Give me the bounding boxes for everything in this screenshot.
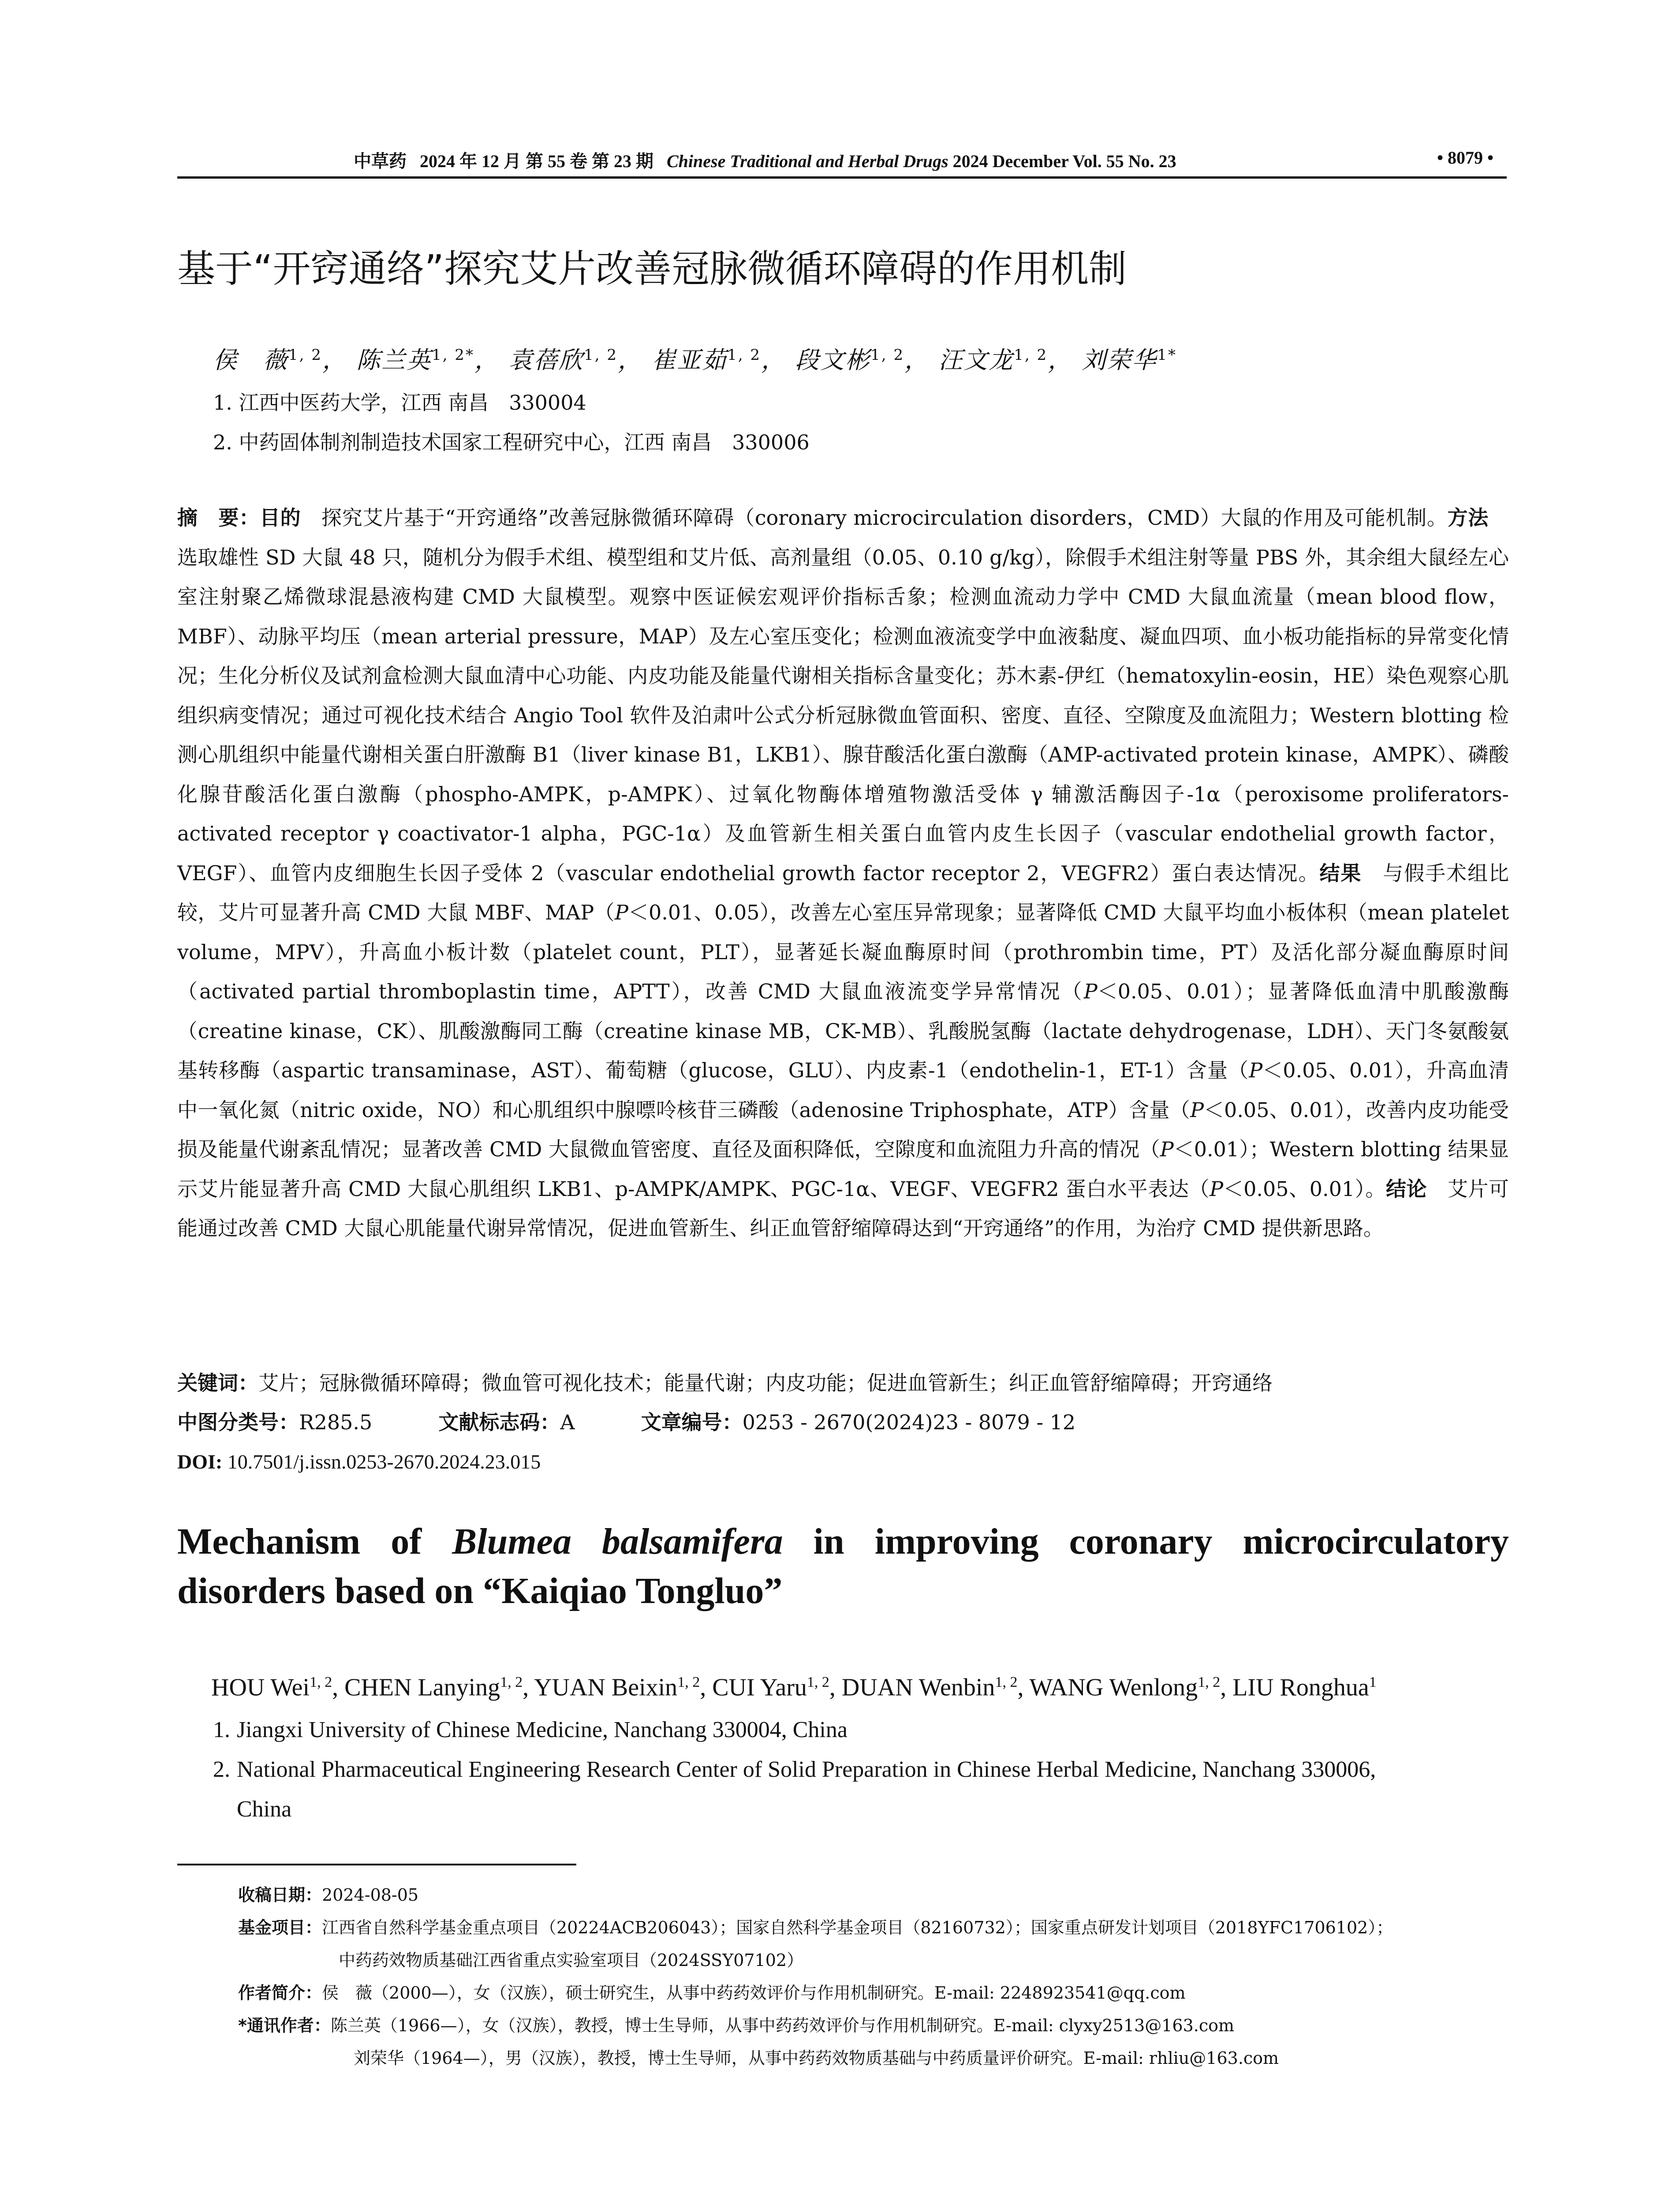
clc-value: R285.5: [299, 1410, 373, 1434]
author-en: CHEN Lanying: [344, 1674, 500, 1701]
p-symbol: P: [615, 901, 628, 924]
article-number-value: 0253 - 2670(2024)23 - 8079 - 12: [742, 1410, 1076, 1434]
conclusion-label: 结论: [1385, 1177, 1427, 1201]
affiliation-number: 1.: [213, 1717, 230, 1742]
author-sup: 1, 2: [1014, 346, 1048, 364]
results-text: ＜0.05、0.01）；显著降低血清中肌酸激酶（creatine kinase，CK）、肌酸激酶同工酶（creatine kinase MB，CK-MB）、乳酸脱氢酶（lactate dehydrogenase，LDH）、天门冬氨酸氨基转移酶（aspartic transaminase，AST）、葡萄糖（glucose，GLU）、内皮素-1（endothelin-1，ET-1）含量（: [177, 979, 1509, 1082]
title-en: [177, 1517, 1509, 1616]
author-sup: 1, 2: [500, 1674, 523, 1690]
results-text: ＜0.05、0.01）。: [1223, 1177, 1386, 1201]
methods-label: 方法: [1447, 506, 1489, 530]
author-cn: 段文彬: [795, 346, 871, 374]
author-sup: 1, 2: [310, 1674, 332, 1690]
author-sup: 1, 2*: [432, 346, 474, 364]
author-bio: [238, 1977, 1517, 2009]
methods-text: 选取雄性 SD 大鼠 48 只，随机分为假手术组、模型组和艾片低、高剂量组（0.05、0.10 g/kg），除假手术组注射等量 PBS 外，其余组大鼠经左心室注射聚乙烯微球混悬液构建 CMD 大鼠模型。观察中医证候宏观评价指标舌象；检测血流动力学中 CMD 大鼠血流量（mean blood flow，MBF）、动脉平均压（mean arterial pressure，MAP）及左心室压变化；检测血液流变学中血液黏度、凝血四项、血小板功能指标的异常变化情况；生化分析仪及试剂盒检测大鼠血清中心功能、内皮功能及能量代谢相关指标含量变化；苏木素-伊红（hematoxylin-eosin，HE）染色观察心肌组织病变情况；通过可视化技术结合 Angio Tool 软件及泊肃叶公式分析冠脉微血管面积、密度、直径、空隙度及血流阻力；Western blotting 检测心肌组织中能量代谢相关蛋白肝激酶 B1（liver kinase B1，LKB1）、腺苷酸活化蛋白激酶（AMP-activated protein kinase，AMPK）、磷酸化腺苷酸活化蛋白激酶（phospho-AMPK，p-AMPK）、过氧化物酶体增殖物激活受体 γ 辅激活酶因子-1α（peroxisome proliferators-activated receptor γ coactivator-1 alpha，PGC-1α）及血管新生相关蛋白血管内皮生长因子（vascular endothelial growth factor，VEGF）、血管内皮细胞生长因子受体 2（vascular endothelial growth factor receptor 2，VEGFR2）蛋白表达情况。: [177, 506, 1509, 885]
author-en: YUAN Beixin: [534, 1674, 678, 1701]
funding: [238, 1911, 1517, 1944]
funding-label: 基金项目：: [238, 1918, 322, 1937]
author-sup: 1, 2: [677, 1674, 700, 1690]
conclusion-text: 艾片可能通过改善 CMD 大鼠心肌能量代谢异常情况，促进血管新生、纠正血管舒缩障碍达到“开窍通络”的作用，为治疗 CMD 提供新思路。: [177, 1177, 1509, 1240]
doi: [177, 1442, 1509, 1481]
author-cn: 陈兰英: [356, 346, 432, 374]
title-en-part2: in improving coronary microcirculatory disorders based on “Kaiqiao Tongluo”: [177, 1521, 1509, 1611]
authors-en: HOU Wei$^{1, 2}$, CHEN Lanying$^{1, 2}$, YUAN Beixin$^{1, 2}$, CUI Yaru$^{1, 2}$, DUAN Wenbin$^{1, 2}$, WANG Wenlong$^{1, 2}$, LIU Ronghua$^1$: [211, 1674, 1377, 1701]
author-sup: 1: [1369, 1674, 1377, 1690]
abstract-body: [177, 498, 1509, 1248]
affiliation-en-2: [213, 1750, 1509, 1829]
author-sup: 1, 2: [870, 346, 905, 364]
journal-name-en: Chinese Traditional and Herbal Drugs: [667, 151, 948, 171]
p-symbol: P: [1210, 1177, 1224, 1201]
affiliation-cn-2: 2. 中药固体制剂制造技术国家工程研究中心，江西 南昌 330006: [213, 430, 810, 454]
affiliation-text: National Pharmaceutical Engineering Research Center of Solid Preparation in Chinese Herbal Medicine, Nanchang 330006,: [237, 1757, 1376, 1782]
affiliation-text: Jiangxi University of Chinese Medicine, Nanchang 330004, China: [237, 1717, 847, 1742]
authors-cn: 侯 薇$^{1, 2}$， 陈兰英$^{1, 2*}$， 袁蓓欣$^{1, 2}$， 崔亚茹$^{1, 2}$， 段文彬$^{1, 2}$， 汪文龙$^{1, 2}$， 刘荣华$^{1*}$: [213, 346, 1177, 374]
abstract: [177, 498, 1509, 1248]
classification: [177, 1403, 1509, 1442]
author-cn: 崔亚茹: [652, 346, 728, 374]
article-number-label: 文章编号：: [641, 1410, 743, 1434]
p-symbol: P: [1083, 979, 1098, 1003]
author-sup: 1, 2: [995, 1674, 1018, 1690]
author-en: HOU Wei: [211, 1674, 310, 1701]
author-en: CUI Yaru: [712, 1674, 807, 1701]
author-sup: 1, 2: [288, 346, 322, 364]
footnote-rule: [177, 1864, 576, 1865]
corresponding-text: 陈兰英（1966—），女（汉族），教授，博士生导师，从事中药药效评价与作用机制研究。E-mail: clyxy2513@163.com: [330, 2016, 1235, 2035]
received-label: 收稿日期：: [238, 1885, 322, 1905]
author-sup: 1, 2: [584, 346, 618, 364]
page-number: • 8079 •: [1437, 148, 1493, 168]
author-bio-text: 侯 薇（2000—），女（汉族），硕士研究生，从事中药药效评价与作用机制研究。E-mail: 2248923541@qq.com: [322, 1983, 1186, 2003]
journal-name-cn: 中草药: [354, 151, 407, 171]
results-text: ＜0.01）；Western blotting 结果显示艾片能显著升高 CMD 大鼠心肌组织 LKB1、p-AMPK/AMPK、PGC-1α、VEGF、VEGFR2 蛋白水平表达（: [177, 1137, 1509, 1201]
results-text: ＜0.01、0.05），改善左心室压异常现象；显著降低 CMD 大鼠平均血小板体积（mean platelet volume，MPV），升高血小板计数（platelet count，PLT），显著延长凝血酶原时间（prothrombin time，PT）及活化部分凝血酶原时间（activated partial thromboplastin time，APTT），改善 CMD 大鼠血液流变学异常情况（: [177, 901, 1509, 1003]
running-header: [177, 141, 1507, 179]
author-sup: 1, 2: [806, 1674, 829, 1690]
title-en-part1: Mechanism of: [177, 1521, 452, 1562]
footnotes: [238, 1879, 1517, 2074]
keywords-text: 艾片；冠脉微循环障碍；微血管可视化技术；能量代谢；内皮功能；促进血管新生；纠正血管舒缩障碍；开窍通络: [258, 1371, 1273, 1395]
title-cn: 基于“开窍通络”探究艾片改善冠脉微循环障碍的作用机制: [177, 247, 1127, 291]
author-en: DUAN Wenbin: [841, 1674, 995, 1701]
doi-value: 10.7501/j.issn.0253-2670.2024.23.015: [227, 1450, 541, 1473]
corresponding-text-cont: 刘荣华（1964—），男（汉族），教授，博士生导师，从事中药药效物质基础与中药质量评价研究。E-mail: rhliu@163.com: [354, 2048, 1279, 2068]
clc-label: 中图分类号：: [177, 1410, 299, 1434]
p-symbol: P: [1190, 1098, 1204, 1122]
doi-label: DOI:: [177, 1450, 223, 1473]
funding-text: 江西省自然科学基金重点项目（20224ACB206043）；国家自然科学基金项目（82160732）；国家重点研发计划项目（2018YFC1706102）；: [322, 1918, 1393, 1937]
doc-code-label: 文献标志码：: [438, 1410, 560, 1434]
results-label: 结果: [1319, 861, 1362, 885]
author-cn: 侯 薇: [213, 346, 288, 374]
results-text: ＜0.05、0.01），改善内皮功能受损及能量代谢紊乱情况；显著改善 CMD 大鼠微血管密度、直径及面积降低，空隙度和血流阻力升高的情况（: [177, 1098, 1509, 1161]
received-value: 2024-08-05: [322, 1885, 419, 1905]
objective-text: 探究艾片基于“开窍通络”改善冠脉微循环障碍（coronary microcirculation disorders，CMD）大鼠的作用及可能机制。: [301, 506, 1448, 530]
results-text: ＜0.05、0.01），升高血清中一氧化氮（nitric oxide，NO）和心肌组织中腺嘌呤核苷三磷酸（adenosine Triphosphate，ATP）含量（: [177, 1058, 1509, 1122]
title-en-species: Blumea balsamifera: [452, 1521, 783, 1562]
author-bio-label: 作者简介：: [238, 1983, 322, 2003]
received-date: [238, 1879, 1517, 1911]
author-cn: 汪文龙: [938, 346, 1014, 374]
affiliation-en-1: [213, 1710, 1509, 1750]
author-cn: 刘荣华: [1082, 346, 1157, 374]
issue-en: 2024 December Vol. 55 No. 23: [952, 151, 1176, 171]
doc-code-value: A: [560, 1410, 575, 1434]
funding-text-cont: 中药药效物质基础江西省重点实验室项目（2024SSY07102）: [339, 1951, 804, 1970]
author-sup: 1, 2: [727, 346, 762, 364]
keywords-label: 关键词：: [177, 1371, 258, 1395]
objective-label: 目的: [259, 506, 301, 530]
affiliation-cn-1: 1. 江西中医药大学，江西 南昌 330004: [213, 391, 586, 415]
author-en: WANG Wenlong: [1029, 1674, 1198, 1701]
corresponding-label: *通讯作者：: [238, 2016, 331, 2035]
affiliation-text-cont: China: [237, 1797, 292, 1822]
corresponding-author: [238, 2009, 1517, 2042]
author-sup: 1*: [1157, 346, 1177, 364]
affiliation-number: 2.: [213, 1757, 230, 1782]
p-symbol: P: [1249, 1058, 1263, 1082]
abstract-label: 摘 要：: [177, 506, 260, 530]
running-header-left: [354, 147, 1176, 172]
issue-cn: 2024 年 12 月 第 55 卷 第 23 期: [420, 151, 653, 171]
keywords: [177, 1364, 1509, 1403]
author-sup: 1, 2: [1198, 1674, 1221, 1690]
p-symbol: P: [1160, 1137, 1174, 1161]
author-en: LIU Ronghua: [1232, 1674, 1369, 1701]
results-text: 与假手术组比较，艾片可显著升高 CMD 大鼠 MBF、MAP（: [177, 861, 1509, 924]
author-cn: 袁蓓欣: [508, 346, 584, 374]
